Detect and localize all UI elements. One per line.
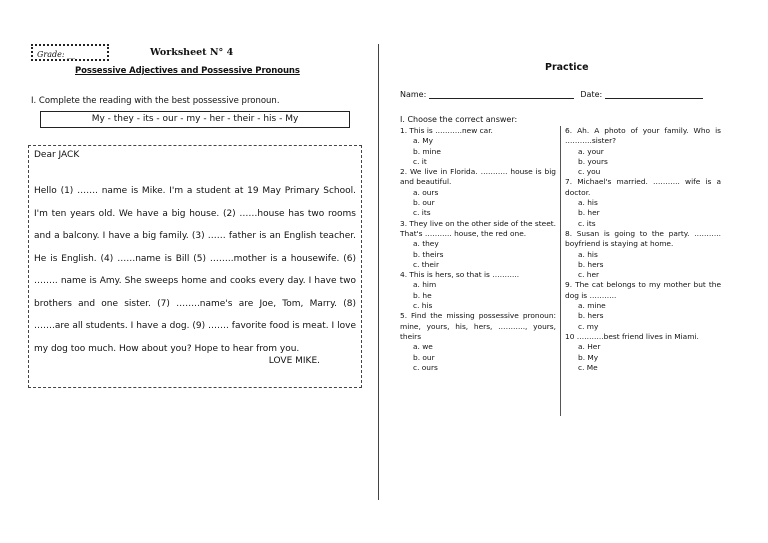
column-separator xyxy=(560,126,561,416)
practice-title: Practice xyxy=(545,62,589,73)
reading-letter xyxy=(28,145,362,388)
answer-option[interactable]: a. his xyxy=(578,198,598,208)
answer-option[interactable]: b. hers xyxy=(578,259,604,269)
name-date-line xyxy=(400,89,710,99)
question-text: 8. Susan is going to the party. ……….. boyfriend is staying at home. xyxy=(565,228,721,249)
practice-instruction xyxy=(400,115,517,124)
part1-instruction: I. Complete the reading with the best possessive pronoun. xyxy=(31,96,280,106)
answer-option[interactable]: c. my xyxy=(578,321,599,331)
answer-option[interactable]: b. our xyxy=(413,352,435,362)
question-text: 7. Michael's married. ……….. wife is a doctor. xyxy=(565,177,721,197)
answer-option[interactable]: b. her xyxy=(578,208,600,218)
answer-option[interactable]: c. their xyxy=(413,259,439,269)
answer-option[interactable]: c. Me xyxy=(578,362,598,372)
answer-option[interactable]: b. he xyxy=(413,290,432,300)
letter-salutation: Dear JACK xyxy=(34,150,80,160)
answer-option[interactable]: a. mine xyxy=(578,301,606,311)
worksheet-subtitle: Possessive Adjectives and Possessive Pronouns xyxy=(75,66,300,76)
date-field[interactable] xyxy=(605,89,703,99)
question-item xyxy=(400,270,556,311)
answer-option[interactable]: b. My xyxy=(578,352,599,362)
question-item xyxy=(565,177,721,228)
answer-option[interactable]: a. your xyxy=(578,146,604,156)
questions-column-1 xyxy=(400,126,556,373)
answer-option[interactable]: c. her xyxy=(578,270,600,280)
name-field[interactable] xyxy=(429,89,574,99)
answer-option[interactable]: a. his xyxy=(578,249,598,259)
answer-option[interactable]: c. you xyxy=(578,167,601,177)
answer-option[interactable]: b. theirs xyxy=(413,249,444,259)
answer-option[interactable]: b. hers xyxy=(578,311,604,321)
question-text: 2. We live in Florida. ……….. house is big and beautiful. xyxy=(400,167,556,187)
answer-option[interactable]: a. we xyxy=(413,342,433,352)
question-text: 10 ………..best friend lives in Miami. xyxy=(565,331,699,341)
question-text: 5. Find the missing possessive pronoun: mine, yours, his, hers, ……….., yours, theirs xyxy=(400,311,556,341)
question-item xyxy=(565,332,721,373)
word-bank: My - they - its - our - my - her - their - his - My xyxy=(40,111,350,128)
answer-option[interactable]: a. Her xyxy=(578,342,601,352)
answer-option[interactable]: c. his xyxy=(413,301,433,311)
answer-option[interactable]: a. ours xyxy=(413,187,439,197)
question-text: 1. This is ………..new car. xyxy=(400,126,493,135)
question-item xyxy=(565,280,721,331)
question-text: 6. Ah. A photo of your family. Who is ………..sister? xyxy=(565,126,721,146)
answer-option[interactable]: b. yours xyxy=(578,156,608,166)
answer-option[interactable]: b. mine xyxy=(413,146,441,156)
questions-column-2 xyxy=(565,126,721,373)
question-text: 3. They live on the other side of the steet. That's ……….. house, the red one. xyxy=(400,218,556,238)
answer-option[interactable]: c. its xyxy=(578,218,596,228)
question-item xyxy=(565,126,721,177)
question-item xyxy=(565,229,721,280)
question-item xyxy=(400,126,556,167)
answer-option[interactable]: b. our xyxy=(413,198,435,208)
letter-body: Hello (1) ……. name is Mike. I'm a student at 19 May Primary School. I'm ten years old. We have a big house. (2) ……house has two rooms and a balcony. I have a big family. (3) …… father is an English teacher. He is English. (4) ……name is Bill (5) ……..mother is a housewife. (6) …….. name is Amy. She sweeps home and cooks every day. I have two brothers and one sister. (7) ……..name's are Joe, Tom, Marry. (8) …….are all students. I have a dog. (9) ……. favorite food is meat. I love my dog too much. How about you? Hope to hear from you. xyxy=(34,186,356,354)
answer-option[interactable]: c. its xyxy=(413,208,431,218)
question-text: 4. This is hers, so that is ……….. xyxy=(400,270,520,280)
question-text: 9. The cat belongs to my mother but the dog is ……….. xyxy=(565,280,721,300)
answer-option[interactable]: a. him xyxy=(413,280,437,290)
answer-option[interactable]: c. it xyxy=(413,156,427,166)
page-divider xyxy=(378,44,379,500)
answer-option[interactable]: a. My xyxy=(413,136,433,146)
question-item xyxy=(400,167,556,218)
grade-field[interactable]: Grade: __ xyxy=(31,44,109,61)
name-label: Name: xyxy=(400,90,427,99)
worksheet-title: Worksheet N° 4 xyxy=(150,47,234,58)
answer-option[interactable]: a. they xyxy=(413,239,439,249)
date-label: Date: xyxy=(580,90,603,99)
question-item xyxy=(400,311,556,373)
question-item xyxy=(400,219,556,270)
practice-instruction-text: I. Choose the correct answer: xyxy=(400,115,518,124)
letter-signature: LOVE MIKE. xyxy=(268,356,320,366)
answer-option[interactable]: c. ours xyxy=(413,362,438,372)
